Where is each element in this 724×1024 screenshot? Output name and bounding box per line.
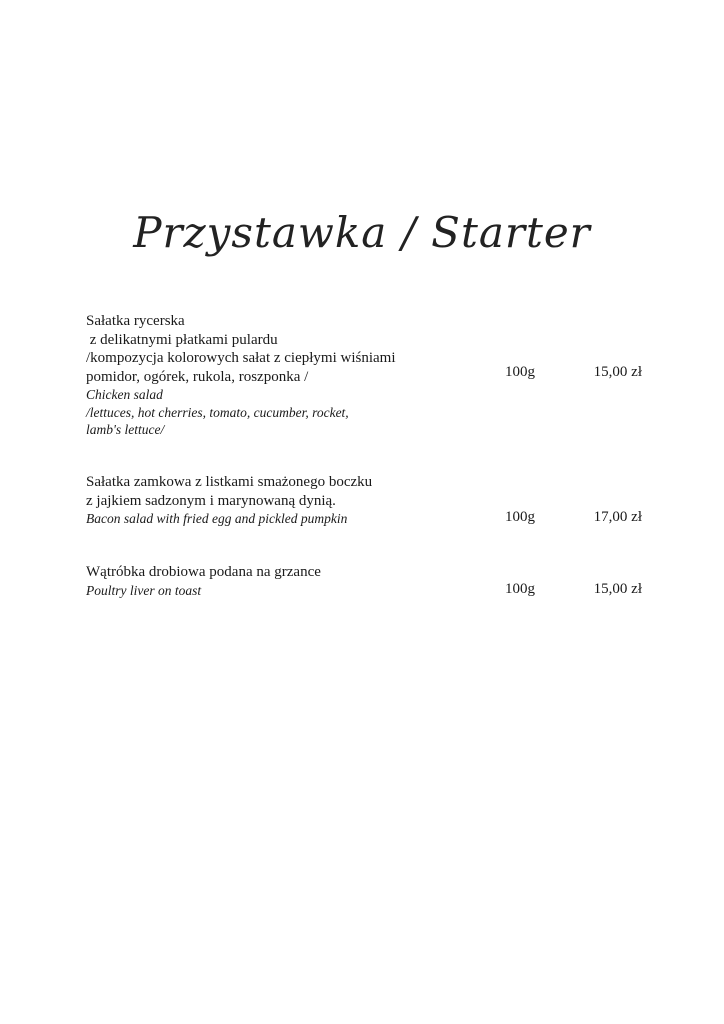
- dish-description-pl: /kompozycja kolorowych sałat z ciepłymi wiśniami: [86, 350, 396, 366]
- dish-weight: 100g: [505, 581, 535, 597]
- dish-price: 15,00 zł: [593, 364, 642, 380]
- dish-description-en: /lettuces, hot cherries, tomato, cucumber, rocket,: [86, 404, 349, 420]
- dish-name-pl: Sałatka zamkowa z listkami smażonego boczku: [86, 474, 373, 490]
- menu-item-description: [86, 312, 486, 439]
- dish-description-pl: z jajkiem sadzonym i marynowaną dynią.: [86, 492, 336, 509]
- dish-name-en: Chicken salad: [86, 387, 163, 402]
- dish-name-en: Poultry liver on toast: [86, 582, 202, 598]
- menu-item: [86, 312, 646, 439]
- page-title: Przystawka / Starter: [133, 208, 591, 257]
- dish-name-pl: Sałatka rycerska: [86, 313, 185, 329]
- dish-weight: 100g: [505, 364, 535, 380]
- dish-name-en: Bacon salad with fried egg and pickled pumpkin: [86, 511, 348, 526]
- menu-item-description: [86, 473, 486, 528]
- dish-description-en: lamb's lettuce/: [86, 422, 165, 437]
- dish-description-pl: z delikatnymi płatkami pulardu: [86, 331, 278, 348]
- dish-description-pl: pomidor, ogórek, rukola, roszponka /: [86, 368, 309, 385]
- dish-price: 17,00 zł: [593, 509, 642, 525]
- dish-weight: 100g: [505, 509, 535, 525]
- dish-name-pl: Wątróbka drobiowa podana na grzance: [86, 564, 321, 580]
- menu-item: [86, 563, 646, 599]
- menu-item-description: [86, 563, 486, 599]
- dish-price: 15,00 zł: [593, 581, 642, 597]
- menu-item: [86, 473, 646, 528]
